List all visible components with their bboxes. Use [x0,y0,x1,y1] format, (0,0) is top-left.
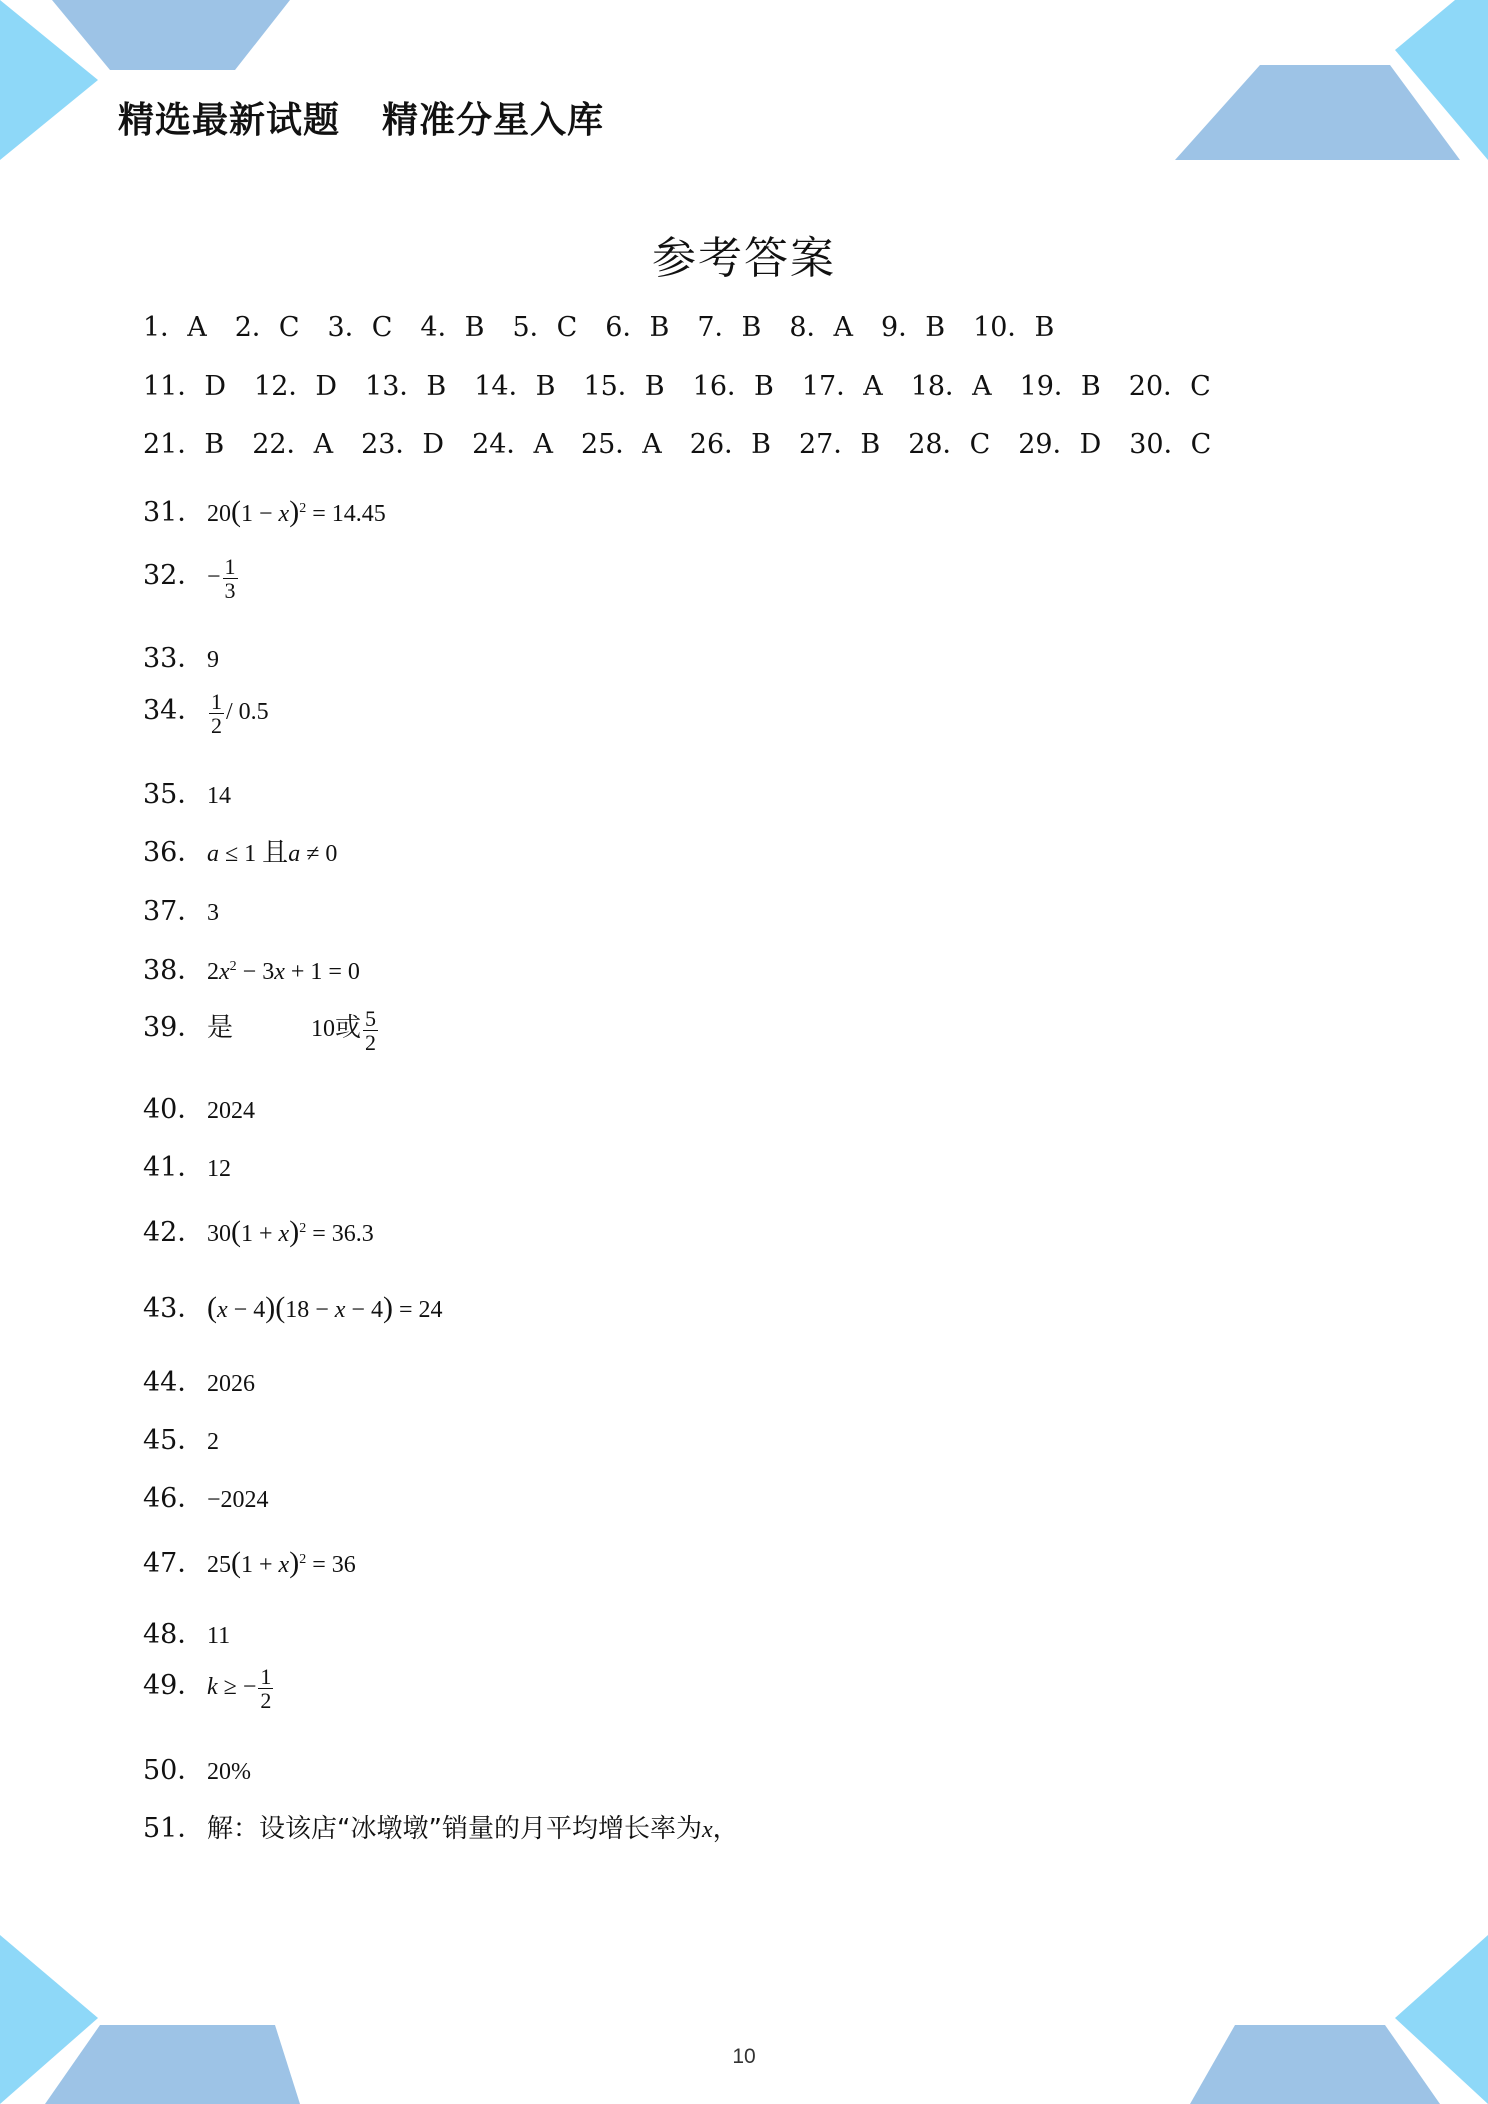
mc-item: 14．B [474,371,556,402]
answer-44: 44． 2026 [143,1367,255,1398]
answer-51: 51． 解：设该店“冰墩墩”销量的月平均增长率为x， [143,1813,739,1844]
mc-item: 2．C [234,312,300,343]
answer-38: 38． $2x^2 - 3x + 1 = 0$ [143,955,360,986]
answer-39: 39． 是 10或 $\frac{5}{2}$ [143,1005,377,1055]
top-right-trapezoid [1175,65,1460,160]
mc-item: 3．C [327,312,393,343]
mc-item: 11．D [143,371,227,402]
slogan-right: 精准分星入库 [382,100,605,141]
mc-item: 26．B [689,429,771,460]
header-slogan [118,92,646,143]
answer-49: 49． k ≥ − $\frac{1}{2}$ [143,1663,272,1713]
mc-item: 1．A [143,312,207,343]
mc-item: 24．A [472,429,553,460]
answer-42: 42． $30(1 + x)^2 = 36.3$ [143,1215,374,1248]
answer-45: 45． 2 [143,1425,219,1456]
slogan-left: 精选最新试题 [118,100,341,141]
mc-item: 12．D [254,371,338,402]
top-left-trapezoid [52,0,290,70]
mc-item: 8．A [789,312,854,343]
mc-item: 30．C [1129,429,1212,460]
answer-37: 37． 3 [143,896,219,927]
answer-35: 35． 14 [143,779,231,810]
answer-48: 48． 11 [143,1619,231,1650]
answer-31: 31． $20(1 - x)^2 = 14.45$ [143,495,386,528]
mc-item: 10．B [973,312,1055,343]
answer-41: 41． 12 [143,1152,231,1183]
mc-item: 4．B [420,312,485,343]
mc-item: 27．B [799,429,881,460]
mc-item: 6．B [605,312,670,343]
mc-item: 22．A [252,429,334,460]
mc-item: 20．C [1128,371,1211,402]
mc-item: 17．A [801,371,883,402]
page-number: 10 [732,2045,756,2068]
answer-46: 46． −2024 [143,1483,269,1514]
answer-31-math: $20(1 - x)^2 = 14.45$ [207,495,386,528]
mc-item: 16．B [692,371,774,402]
mc-item: 19．B [1019,371,1101,402]
answer-50: 50． 20% [143,1755,251,1786]
page-title: 参考答案 [652,233,836,284]
mc-row-3 [143,422,1239,461]
answer-32-math: − $\frac{1}{3}$ [207,553,236,603]
mc-row-2 [143,364,1239,403]
answer-47: 47． $25(1 + x)^2 = 36$ [143,1546,356,1579]
answer-34: 34． $\frac{1}{2}$ / 0.5 [143,688,269,738]
mc-item: 25．A [580,429,662,460]
mc-item: 5．C [512,312,578,343]
answer-33: 33． 9 [143,643,219,674]
mc-item: 9．B [881,312,946,343]
mc-item: 21．B [143,429,225,460]
mc-item: 15．B [583,371,665,402]
mc-item: 23．D [361,429,445,460]
answer-32: 32． − $\frac{1}{3}$ [143,553,240,602]
answer-43: 43．(x − 4)(18 − x − 4) = 24 [143,1291,443,1324]
mc-row-1 [143,305,1082,344]
answer-40: 40． 2024 [143,1094,255,1125]
mc-item: 29．D [1018,429,1102,460]
answer-36: 36． a ≤ 1 且a ≠ 0 [143,837,338,868]
mc-item: 28．C [908,429,991,460]
mc-item: 18．A [910,371,992,402]
mc-item: 7．B [697,312,762,343]
mc-item: 13．B [365,371,447,402]
